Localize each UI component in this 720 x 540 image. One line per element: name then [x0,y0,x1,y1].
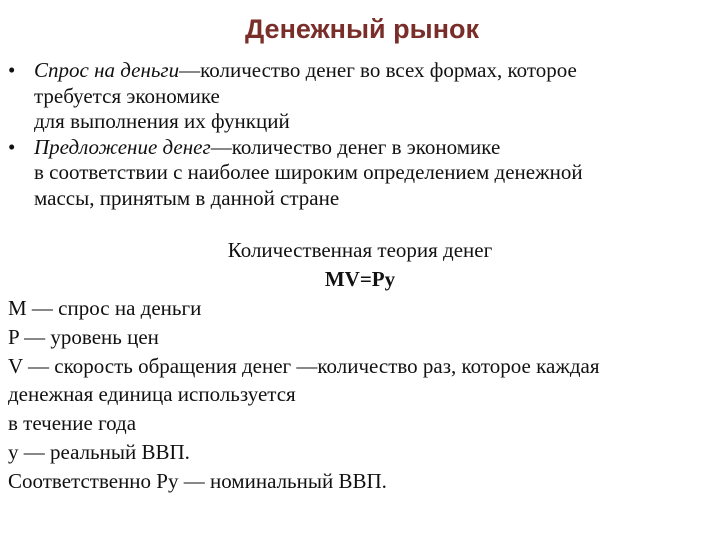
bullet-line: требуется экономике [34,83,220,108]
definition-line: M — спрос на деньги [8,296,202,320]
definition-line: Соответственно Py — номинальный ВВП. [8,468,387,493]
bullet-line [34,135,713,161]
definition-line: V — скорость обращения денег —количество раз, которое каждая [8,353,600,378]
bullet-text: —количество денег в экономике [210,134,501,159]
bullet-list [8,58,713,211]
theory-block [0,236,720,294]
bullet-term: Спрос на деньги [34,58,180,82]
definition-line: денежная единица используется [8,382,296,407]
definition-line: в течение года [8,411,137,436]
slide-title: Денежный рынок [244,14,480,44]
formula: MV=Py [324,267,396,291]
bullet-icon: • [8,58,16,82]
bullet-line: для выполнения их функций [34,109,290,133]
bullet-line: в соответствии с наиболее широким определением денежной [34,160,583,184]
bullet-text: —количество денег во всех формах, которое [179,58,577,82]
bullet-item-money-demand [8,58,713,135]
definition-line: y — реальный ВВП. [8,439,190,464]
bullet-term: Предложение денег [34,134,211,159]
definition-line: P — уровень цен [8,324,159,349]
bullet-line: массы, принятым в данной стране [34,185,340,210]
definitions-list [8,294,714,496]
bullet-icon: • [8,134,16,159]
bullet-line [34,58,713,84]
theory-heading: Количественная теория денег [227,238,493,262]
bullet-item-money-supply [8,135,713,212]
